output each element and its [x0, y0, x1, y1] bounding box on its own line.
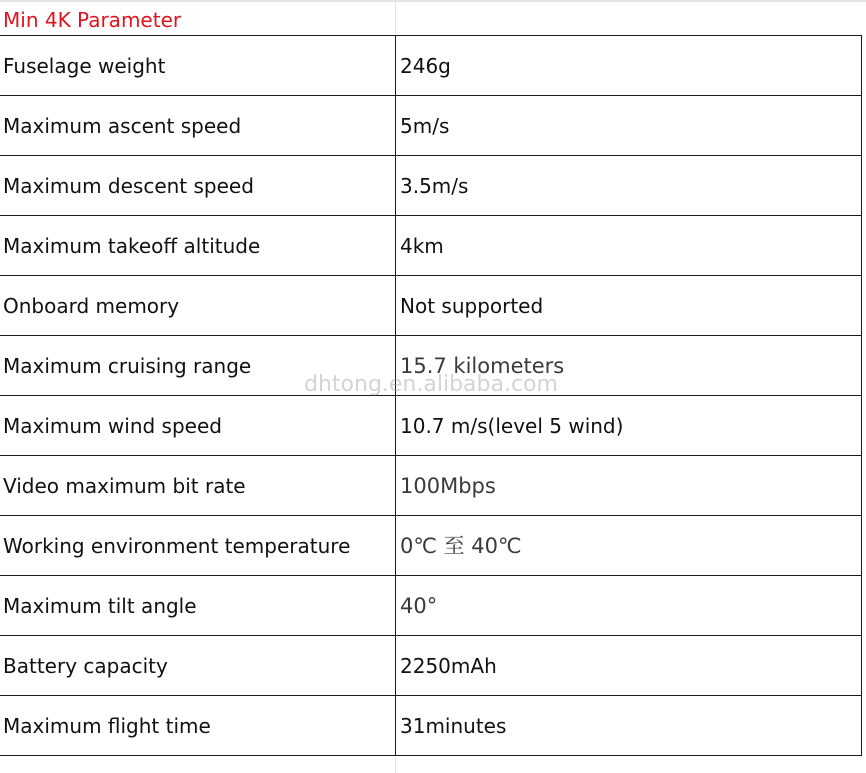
- table-row: [0, 36, 862, 96]
- param-value: 0℃ 至 40℃: [396, 516, 862, 576]
- param-name: Maximum cruising range: [0, 336, 396, 396]
- param-name: Maximum descent speed: [0, 156, 396, 216]
- table-row: [0, 156, 862, 216]
- table-row: [0, 696, 862, 756]
- table-row: [0, 456, 862, 516]
- watermark: dhtong.en.alibaba.com: [304, 372, 558, 397]
- param-name: Maximum tilt angle: [0, 576, 396, 636]
- param-name: Fuselage weight: [0, 36, 396, 96]
- table-row: [0, 336, 862, 396]
- param-name: Working environment temperature: [0, 516, 396, 576]
- param-value: 3.5m/s: [396, 156, 862, 216]
- title-column-divider: [395, 2, 396, 35]
- param-name: Maximum takeoff altitude: [0, 216, 396, 276]
- param-value: 2250mAh: [396, 636, 862, 696]
- param-name: Video maximum bit rate: [0, 456, 396, 516]
- param-value: 15.7 kilometers: [396, 336, 862, 396]
- table-row: [0, 576, 862, 636]
- title-row: [0, 2, 866, 35]
- table-row: [0, 636, 862, 696]
- param-name: Onboard memory: [0, 276, 396, 336]
- table-row: [0, 96, 862, 156]
- param-value: 100Mbps: [396, 456, 862, 516]
- table-row: [0, 216, 862, 276]
- param-value: 31minutes: [396, 696, 862, 756]
- bottom-column-divider: [395, 756, 396, 773]
- param-name: Maximum wind speed: [0, 396, 396, 456]
- param-value: 4km: [396, 216, 862, 276]
- param-name: Maximum flight time: [0, 696, 396, 756]
- param-value: 246g: [396, 36, 862, 96]
- bottom-gridline-area: [0, 756, 866, 773]
- table-row: [0, 276, 862, 336]
- table-row: [0, 516, 862, 576]
- spec-table: [0, 35, 862, 756]
- param-value: Not supported: [396, 276, 862, 336]
- param-value: 5m/s: [396, 96, 862, 156]
- table-row: [0, 396, 862, 456]
- page-title: Min 4K Parameter: [3, 8, 182, 32]
- param-name: Maximum ascent speed: [0, 96, 396, 156]
- param-value: 10.7 m/s(level 5 wind): [396, 396, 862, 456]
- param-name: Battery capacity: [0, 636, 396, 696]
- param-value: 40°: [396, 576, 862, 636]
